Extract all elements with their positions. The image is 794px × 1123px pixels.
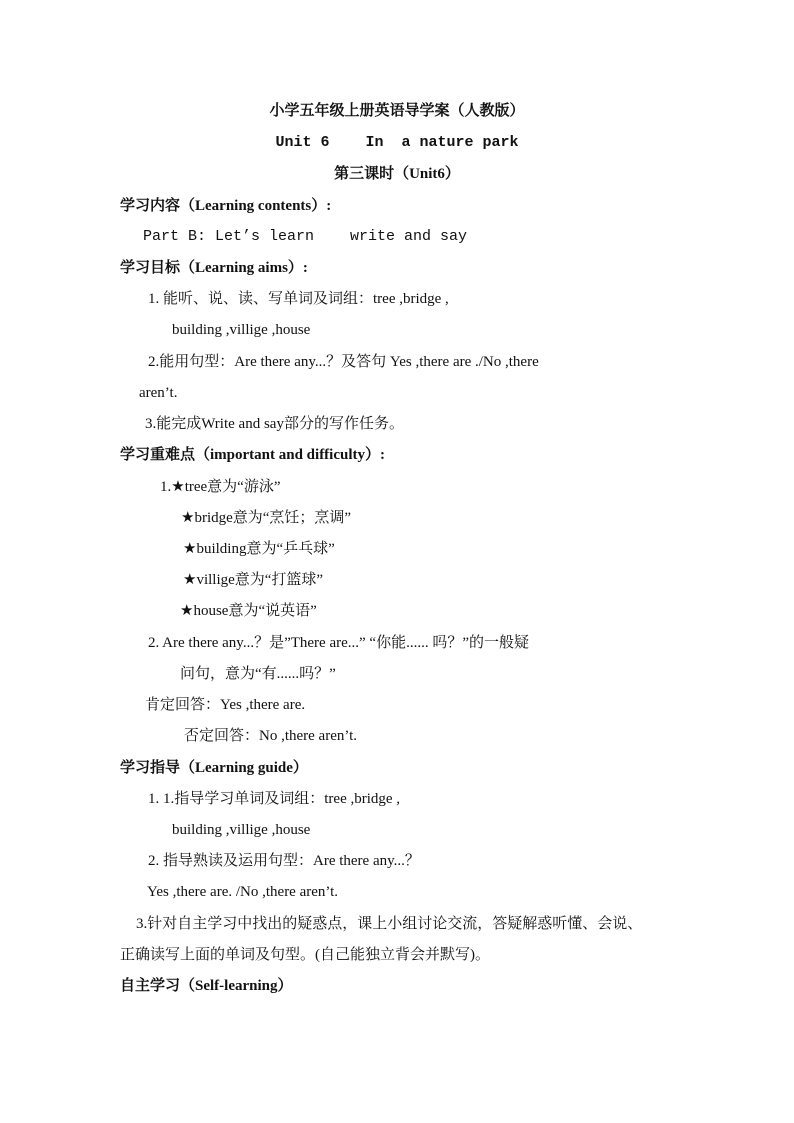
aim-item-1a: 1. 能听、说、读、写单词及词组：tree ,bridge , xyxy=(148,291,449,307)
key-point-question-1: 2. Are there any...？是”There are...” “你能...... 吗？”的一般疑 xyxy=(148,635,529,651)
contents-line: Part B: Let’s learn write and say xyxy=(143,228,468,245)
aim-item-3: 3.能完成Write and say部分的写作任务。 xyxy=(145,416,404,432)
doc-title: 小学五年级上册英语导学案（人教版） xyxy=(269,103,525,119)
section-heading-aims: 学习目标（Learning aims）: xyxy=(120,260,308,276)
unit-title: Unit 6 In a nature park xyxy=(275,134,519,151)
key-point-star-5: ★house意为“说英语” xyxy=(180,603,317,619)
aim-item-1b: building ,villige ,house xyxy=(172,322,311,338)
guide-item-1a: 1. 1.指导学习单词及词组：tree ,bridge , xyxy=(148,791,401,807)
section-heading-guide: 学习指导（Learning guide） xyxy=(120,760,308,776)
aim-item-2a: 2.能用句型：Are there any...？及答句 Yes ,there are ./No ,there xyxy=(148,354,539,370)
aim-item-2b: aren’t. xyxy=(139,385,178,401)
lesson-title: 第三课时（Unit6） xyxy=(334,166,460,182)
guide-item-1b: building ,villige ,house xyxy=(172,822,311,838)
guide-item-2b: Yes ,there are. /No ,there aren’t. xyxy=(147,884,339,900)
key-point-star-4: ★villige意为“打篮球” xyxy=(183,572,324,588)
key-point-star-3: ★building意为“乒乓球” xyxy=(183,541,335,557)
guide-item-2a: 2. 指导熟读及运用句型：Are there any...？ xyxy=(148,853,420,869)
section-heading-contents: 学习内容（Learning contents）: xyxy=(120,198,332,214)
section-heading-key-points: 学习重难点（important and difficulty）: xyxy=(120,447,386,463)
guide-item-3a: 3.针对自主学习中找出的疑惑点，课上小组讨论交流，答疑解惑听懂、会说、 xyxy=(136,916,643,932)
section-heading-self-learning: 自主学习（Self-learning） xyxy=(120,978,293,994)
key-point-star-2: ★bridge意为“烹饪；烹调” xyxy=(181,510,352,526)
key-point-question-2: 问句，意为“有......吗？” xyxy=(180,666,336,682)
key-point-star-1: 1.★tree意为“游泳” xyxy=(160,479,281,495)
positive-answer: 肯定回答：Yes ,there are. xyxy=(145,697,306,713)
negative-answer: 否定回答：No ,there aren’t. xyxy=(184,728,358,744)
guide-item-3b: 正确读写上面的单词及句型。(自己能独立背会并默写)。 xyxy=(120,947,490,963)
